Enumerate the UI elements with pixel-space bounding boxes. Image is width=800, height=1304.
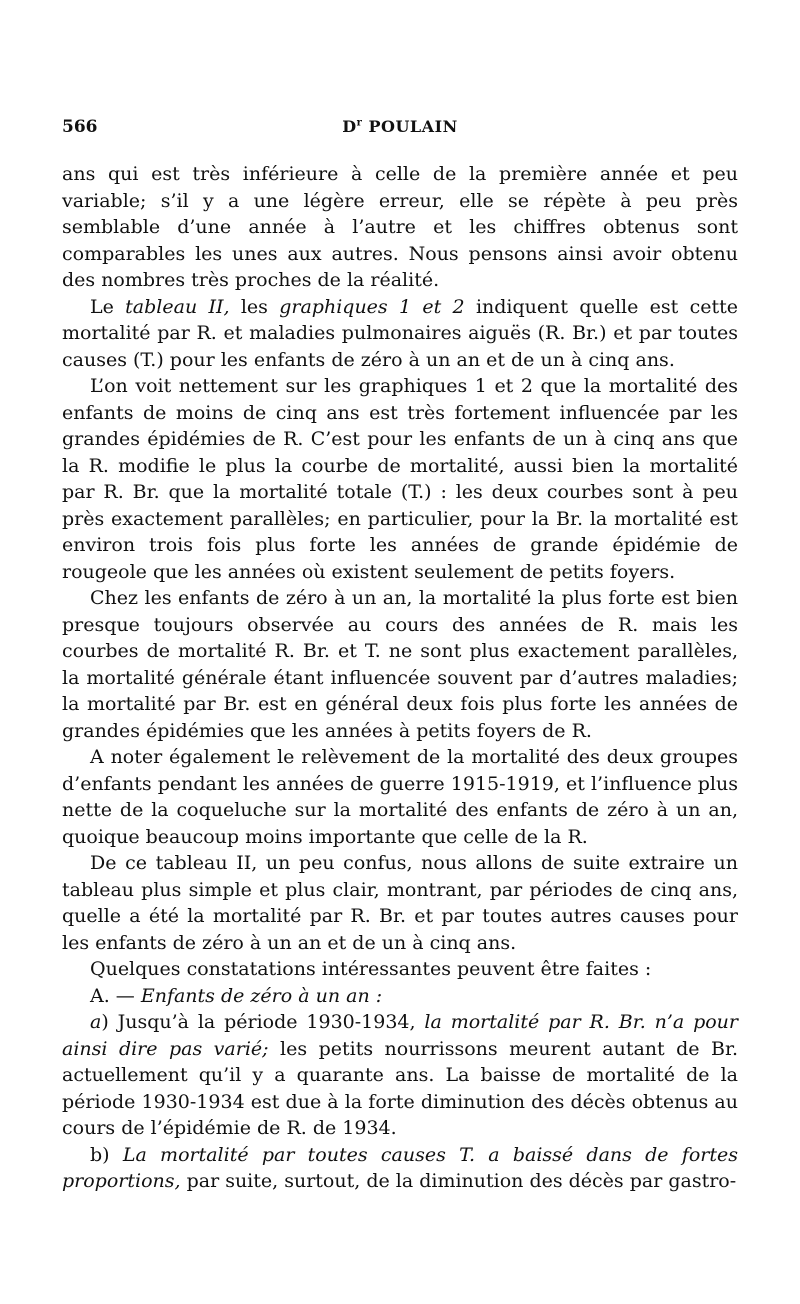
p2-text-c: indiquent quelle est cette mortalité par R. et maladies pulmonaires aiguës (R. Br.) et par toutes causes (T.) pour les enfants de zéro à un an et de un à cinq ans. — [62, 295, 738, 371]
page-header — [62, 117, 738, 137]
author-prefix: D — [342, 117, 357, 136]
p9-text-b: les petits nourrissons meurent autant de Br. actuellement qu’il y a quarante ans. La baisse de mortalité de la période 1930-1934 est due à la forte diminution des décès obtenus au cours de l’épidémie de R. de 1934. — [62, 1037, 739, 1139]
body-text — [62, 161, 738, 1195]
paragraph-4: Chez les enfants de zéro à un an, la mortalité la plus forte est bien presque toujours observée au cours des années de R. mais les courbes de mortalité R. Br. et T. ne sont plus exactement parallèles, la mortalité générale étant influencée souvent par d’autres maladies; la mortalité par Br. est en général deux fois plus forte les années de grandes épidémies que les années à petits foyers de R. — [62, 587, 738, 742]
paragraph-3: L’on voit nettement sur les graphiques 1 et 2 que la mortalité des enfants de moins de cinq ans est très fortement influencée par les grandes épidémies de R. C’est pour les enfants de un à cinq ans que la R. modifie le plus la courbe de mortalité, aussi bien la mortalité par R. Br. que la mortalité totale (T.) : les deux courbes sont à peu près exactement parallèles; en particulier, pour la Br. la mortalité est environ trois fois plus forte les années de grande épidémie de rougeole que les années où existent seulement de petits foyers. — [62, 375, 738, 583]
p10-text-a: b) — [90, 1143, 123, 1166]
p10-text-b: par suite, surtout, de la diminution des décès par gastro- — [180, 1170, 737, 1192]
p9-text-a: ) Jusqu’à la période 1930-1934, — [101, 1011, 425, 1033]
running-head — [62, 117, 738, 136]
paragraph-5: A noter également le relèvement de la mortalité des deux groupes d’enfants pendant les années de guerre 1915-1919, et l’influence plus nette de la coqueluche sur la mortalité des enfants de zéro à un an, quoique beaucoup moins importante que celle de la R. — [62, 746, 738, 848]
author-title-sup: r — [356, 117, 363, 129]
p10-italic-statement: La mortalité par toutes causes T. a baissé dans de fortes proportions, — [62, 1143, 738, 1192]
paragraph-9 — [62, 1009, 738, 1142]
paragraph-6: De ce tableau II, un peu confus, nous allons de suite extraire un tableau plus simple et plus clair, montrant, par périodes de cinq ans, quelle a été la mortalité par R. Br. et par toutes autres causes pour les enfants de zéro à un an et de un à cinq ans. — [62, 852, 738, 954]
page-number: 566 — [62, 117, 98, 137]
paragraph-7: Quelques constatations intéressantes peuvent être faites : — [90, 958, 652, 980]
p8-italic-heading: Enfants de zéro à un an : — [140, 984, 383, 1007]
paragraph-1: ans qui est très inférieure à celle de la première année et peu variable; s’il y a une légère erreur, elle se répète à peu près semblable d’une année à l’autre et les chiffres obtenus sont comparables les unes aux autres. Nous pensons ainsi avoir obtenu des nombres très proches de la réalité. — [62, 163, 738, 291]
p2-italic-graphiques: graphiques 1 et 2 — [279, 295, 465, 318]
author-name: POULAIN — [362, 117, 458, 136]
p2-italic-tableau: tableau II, — [125, 295, 230, 318]
p9-italic-statement: la mortalité par R. Br. n’a pour ainsi dire pas varié; — [62, 1011, 738, 1060]
p2-text-b: les — [229, 295, 280, 318]
paragraph-10 — [62, 1142, 738, 1195]
p8-text-a: A. — — [90, 984, 141, 1007]
paragraph-8 — [62, 983, 738, 1010]
paragraph-2 — [62, 294, 738, 374]
p2-text-a: Le — [90, 295, 126, 318]
p9-italic-letter: a — [90, 1011, 102, 1033]
